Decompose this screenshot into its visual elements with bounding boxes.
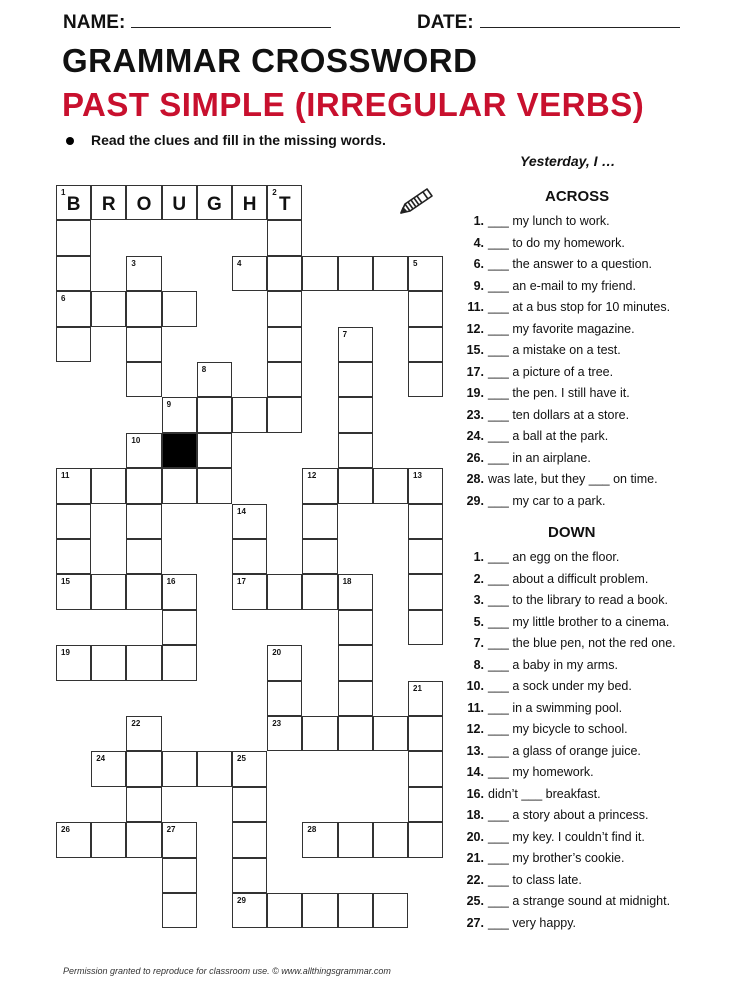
clue-text: didn’t ___ breakfast. <box>488 786 601 801</box>
crossword-cell[interactable] <box>408 716 443 751</box>
clue-number: 7. <box>473 636 484 650</box>
crossword-cell[interactable] <box>302 468 337 503</box>
crossword-cell[interactable] <box>162 610 197 645</box>
clue-number: 14. <box>466 765 484 779</box>
crossword-cell[interactable] <box>197 751 232 786</box>
crossword-cell[interactable] <box>267 291 302 326</box>
clue-text: ___ ten dollars at a store. <box>488 407 630 422</box>
clue-text: ___ a mistake on a test. <box>488 343 621 357</box>
crossword-cell[interactable] <box>302 504 337 539</box>
cell-number: 15 <box>61 577 70 587</box>
crossword-cell[interactable] <box>197 185 232 220</box>
crossword-cell[interactable] <box>56 185 91 220</box>
crossword-cell[interactable] <box>232 185 267 220</box>
crossword-cell[interactable] <box>267 716 302 751</box>
crossword-cell[interactable] <box>162 397 197 432</box>
cell-number: 10 <box>131 435 141 445</box>
crossword-cell[interactable] <box>302 256 337 291</box>
clue-text: ___ my bicycle to school. <box>488 722 628 736</box>
crossword-cell[interactable] <box>338 645 373 680</box>
crossword-cell[interactable] <box>373 256 408 291</box>
crossword-cell[interactable] <box>197 468 232 503</box>
crossword-cell[interactable] <box>56 574 91 609</box>
clue-text: ___ a ball at the park. <box>488 429 609 443</box>
cell-letter: G <box>207 194 222 216</box>
down-clue <box>462 784 676 806</box>
clue-number: 1. <box>473 214 484 228</box>
clue-number: 20. <box>466 829 484 844</box>
clue-number: 1. <box>473 550 484 564</box>
down-clue <box>462 827 676 849</box>
cell-number: 22 <box>131 719 141 728</box>
clue-text: ___ a strange sound at midnight. <box>488 894 671 908</box>
name-input-line[interactable] <box>131 11 331 28</box>
crossword-cell[interactable] <box>338 468 373 503</box>
down-clue <box>462 547 676 569</box>
crossword-cell[interactable] <box>56 539 91 574</box>
down-clue <box>462 870 676 892</box>
cell-number: 14 <box>237 506 246 516</box>
crossword-cell[interactable] <box>408 504 443 539</box>
clue-number: 5. <box>473 614 484 629</box>
crossword-cell[interactable] <box>126 539 161 574</box>
crossword-cell[interactable] <box>338 433 373 468</box>
crossword-cell[interactable] <box>232 751 267 786</box>
date-field <box>417 11 680 34</box>
cell-number: 16 <box>166 577 176 587</box>
clue-text: ___ my car to a park. <box>488 493 606 508</box>
crossword-cell[interactable] <box>408 256 443 291</box>
clue-text: ___ my lunch to work. <box>488 214 610 228</box>
down-clue <box>462 848 676 870</box>
crossword-cell[interactable] <box>408 822 443 857</box>
crossword-cell[interactable] <box>56 291 91 326</box>
across-clue <box>462 340 670 362</box>
crossword-cell[interactable] <box>408 574 443 609</box>
crossword-cell[interactable] <box>162 574 197 609</box>
clue-number: 3. <box>473 593 484 607</box>
crossword-cell[interactable] <box>267 362 302 397</box>
crossword-cell[interactable] <box>408 751 443 786</box>
crossword-cell[interactable] <box>373 716 408 751</box>
cell-number: 5 <box>413 258 418 268</box>
clue-text: ___ my key. I couldn’t find it. <box>488 829 645 844</box>
crossword-cell[interactable] <box>56 504 91 539</box>
down-clue <box>462 891 676 913</box>
cell-number: 1 <box>61 188 66 197</box>
clue-number: 16. <box>466 786 484 801</box>
down-clue <box>462 633 676 655</box>
clue-text: ___ at a bus stop for 10 minutes. <box>488 300 671 314</box>
clue-number: 21. <box>466 851 484 865</box>
clue-number: 19. <box>466 386 484 400</box>
clue-text: ___ an e-mail to my friend. <box>488 278 636 293</box>
instruction-text: Read the clues and fill in the missing words. <box>91 132 386 148</box>
across-heading: ACROSS <box>545 188 610 205</box>
clue-number: 11. <box>467 300 484 314</box>
crossword-cell[interactable] <box>56 220 91 255</box>
crossword-cell[interactable] <box>91 574 126 609</box>
crossword-cell[interactable] <box>126 256 161 291</box>
cell-number: 12 <box>307 471 317 481</box>
cell-letter: T <box>278 194 291 216</box>
across-clue <box>462 254 670 276</box>
crossword-cell[interactable] <box>302 822 337 857</box>
cell-number: 4 <box>237 258 242 268</box>
down-clue <box>462 612 676 634</box>
cell-number: 2 <box>272 188 277 197</box>
crossword-cell[interactable] <box>126 185 161 220</box>
down-clue-list <box>462 547 676 934</box>
cell-number: 25 <box>237 754 246 764</box>
clue-text: ___ about a difficult problem. <box>488 571 649 586</box>
clue-number: 8. <box>473 657 484 672</box>
crossword-cell[interactable] <box>56 645 91 680</box>
crossword-cell[interactable] <box>162 468 197 503</box>
cell-letter: O <box>136 194 152 216</box>
crossword-cell[interactable] <box>408 681 443 716</box>
crossword-cell[interactable] <box>408 327 443 362</box>
across-clue <box>462 469 670 491</box>
crossword-cell[interactable] <box>267 645 302 680</box>
clue-text: ___ a story about a princess. <box>488 808 649 822</box>
crossword-cell[interactable] <box>338 893 373 928</box>
clue-text: ___ the pen. I still have it. <box>488 386 630 400</box>
crossword-cell[interactable] <box>56 822 91 857</box>
down-heading: DOWN <box>548 524 596 541</box>
crossword-cell[interactable] <box>267 681 302 716</box>
crossword-cell[interactable] <box>91 751 126 786</box>
crossword-cell[interactable] <box>338 256 373 291</box>
crossword-cell[interactable] <box>232 504 267 539</box>
crossword-cell[interactable] <box>338 822 373 857</box>
clue-text: ___ to do my homework. <box>488 235 625 250</box>
down-clue <box>462 655 676 677</box>
clue-number: 24. <box>466 429 484 443</box>
crossword-cell[interactable] <box>338 362 373 397</box>
crossword-cell[interactable] <box>302 893 337 928</box>
cell-number: 18 <box>342 577 352 587</box>
clue-number: 23. <box>466 407 484 422</box>
crossword-cell[interactable] <box>162 858 197 893</box>
across-clue <box>462 362 670 384</box>
crossword-cell[interactable] <box>126 574 161 609</box>
cell-letter: R <box>101 194 116 216</box>
cell-number: 21 <box>413 683 422 693</box>
cell-number: 20 <box>272 648 282 658</box>
clue-number: 26. <box>466 450 484 465</box>
clue-number: 25. <box>466 894 484 908</box>
crossword-cell[interactable] <box>338 610 373 645</box>
clue-number: 12. <box>466 722 484 736</box>
crossword-cell[interactable] <box>56 327 91 362</box>
across-clue <box>462 491 670 513</box>
clue-number: 13. <box>466 743 484 758</box>
crossword-cell[interactable] <box>232 858 267 893</box>
date-label: DATE: <box>417 12 474 33</box>
clue-text: ___ a picture of a tree. <box>488 364 614 379</box>
down-clue <box>462 676 676 698</box>
crossword-cell[interactable] <box>267 185 302 220</box>
crossword-cell[interactable] <box>338 397 373 432</box>
crossword-cell[interactable] <box>373 468 408 503</box>
clue-text: ___ a glass of orange juice. <box>488 743 641 758</box>
down-clue <box>462 805 676 827</box>
clue-text: ___ my brother’s cookie. <box>488 851 625 865</box>
cell-number: 29 <box>237 896 246 905</box>
clue-number: 2. <box>473 571 484 586</box>
crossword-cell[interactable] <box>126 751 161 786</box>
down-clue <box>462 913 676 935</box>
clue-number: 12. <box>466 321 484 336</box>
across-clue <box>462 297 670 319</box>
across-clue-list <box>462 211 670 512</box>
crossword-cell[interactable] <box>91 645 126 680</box>
crossword-cell[interactable] <box>408 787 443 822</box>
across-clue <box>462 383 670 405</box>
cell-number: 3 <box>131 258 136 268</box>
crossword-cell[interactable] <box>91 468 126 503</box>
down-clue <box>462 590 676 612</box>
cell-number: 23 <box>272 719 282 728</box>
crossword-cell[interactable] <box>232 893 267 928</box>
down-clue <box>462 741 676 763</box>
crossword-cell[interactable] <box>267 327 302 362</box>
crossword-cell[interactable] <box>408 539 443 574</box>
crossword-cell[interactable] <box>408 610 443 645</box>
down-clue <box>462 569 676 591</box>
crossword-cell[interactable] <box>56 256 91 291</box>
clue-text: ___ my homework. <box>488 765 594 779</box>
instruction <box>66 132 386 148</box>
across-clue <box>462 233 670 255</box>
clue-number: 28. <box>466 472 484 486</box>
across-clue <box>462 426 670 448</box>
crossword-cell[interactable] <box>408 362 443 397</box>
crossword-cell[interactable] <box>232 787 267 822</box>
crossword-cell[interactable] <box>232 256 267 291</box>
name-label: NAME: <box>63 12 126 33</box>
crossword-cell[interactable] <box>126 291 161 326</box>
cell-number: 9 <box>166 400 172 410</box>
crossword-cell[interactable] <box>126 787 161 822</box>
crossword-cell[interactable] <box>126 504 161 539</box>
crossword-cell[interactable] <box>338 327 373 362</box>
clue-number: 18. <box>466 808 484 822</box>
clue-text: ___ my favorite magazine. <box>488 321 635 336</box>
clue-text: ___ my little brother to a cinema. <box>488 614 670 629</box>
cell-number: 6 <box>61 294 66 304</box>
crossword-cell[interactable] <box>91 291 126 326</box>
crossword-cell[interactable] <box>338 716 373 751</box>
crossword-cell[interactable] <box>162 185 197 220</box>
clue-number: 29. <box>466 493 484 508</box>
crossword-cell[interactable] <box>197 362 232 397</box>
across-clue <box>462 405 670 427</box>
across-clue <box>462 276 670 298</box>
crossword-cell[interactable] <box>267 893 302 928</box>
cell-letter: H <box>242 194 257 216</box>
cell-letter: U <box>172 194 187 216</box>
crossword-cell[interactable] <box>162 822 197 857</box>
page-subtitle: PAST SIMPLE (IRREGULAR VERBS) <box>62 86 645 123</box>
crossword-cell[interactable] <box>162 751 197 786</box>
cell-number: 26 <box>61 825 70 835</box>
down-clue <box>462 719 676 741</box>
clue-number: 9. <box>473 278 484 293</box>
clue-text: ___ a sock under my bed. <box>488 679 632 693</box>
crossword-cell[interactable] <box>338 681 373 716</box>
name-field <box>63 11 331 34</box>
clue-text: ___ in a swimming pool. <box>488 700 623 715</box>
black-square <box>162 433 197 468</box>
crossword-cell[interactable] <box>232 574 267 609</box>
clue-number: 6. <box>473 257 484 271</box>
clue-text: ___ to the library to read a book. <box>488 593 668 607</box>
crossword-cell[interactable] <box>408 468 443 503</box>
down-clue <box>462 762 676 784</box>
crossword-cell[interactable] <box>126 433 161 468</box>
pencil-icon <box>398 186 436 216</box>
cell-number: 19 <box>61 648 70 658</box>
crossword-cell[interactable] <box>126 645 161 680</box>
clue-text: ___ an egg on the floor. <box>488 550 620 564</box>
cell-number: 24 <box>96 754 106 764</box>
crossword-cell[interactable] <box>126 327 161 362</box>
clue-number: 15. <box>466 343 484 357</box>
clue-text: ___ the blue pen, not the red one. <box>488 636 676 650</box>
crossword-cell[interactable] <box>373 822 408 857</box>
crossword-cell[interactable] <box>267 574 302 609</box>
clue-number: 11. <box>467 700 484 715</box>
crossword-cell[interactable] <box>91 822 126 857</box>
crossword-cell[interactable] <box>232 397 267 432</box>
crossword-cell[interactable] <box>302 716 337 751</box>
crossword-cell[interactable] <box>91 185 126 220</box>
crossword-cell[interactable] <box>408 291 443 326</box>
crossword-cell[interactable] <box>302 574 337 609</box>
crossword-cell[interactable] <box>56 468 91 503</box>
clue-text: ___ very happy. <box>488 915 577 930</box>
crossword-cell[interactable] <box>126 362 161 397</box>
clue-number: 4. <box>473 235 484 250</box>
crossword-cell[interactable] <box>126 468 161 503</box>
across-clue <box>462 448 670 470</box>
clue-prompt: Yesterday, I … <box>520 153 616 169</box>
crossword-cell[interactable] <box>126 822 161 857</box>
crossword-cell[interactable] <box>126 716 161 751</box>
crossword-cell[interactable] <box>162 291 197 326</box>
cell-number: 27 <box>166 825 176 835</box>
bullet-icon <box>66 137 74 145</box>
crossword-cell[interactable] <box>373 893 408 928</box>
across-clue <box>462 211 670 233</box>
clue-text: ___ a baby in my arms. <box>488 657 618 672</box>
crossword-cell[interactable] <box>267 220 302 255</box>
crossword-cell[interactable] <box>302 539 337 574</box>
clue-text: ___ in an airplane. <box>488 450 591 465</box>
crossword-cell[interactable] <box>162 893 197 928</box>
crossword-cell[interactable] <box>162 645 197 680</box>
crossword-cell[interactable] <box>197 433 232 468</box>
crossword-cell[interactable] <box>232 822 267 857</box>
clue-number: 27. <box>466 915 484 930</box>
cell-number: 13 <box>413 471 422 481</box>
crossword-cell[interactable] <box>267 397 302 432</box>
clue-text: ___ the answer to a question. <box>488 257 653 271</box>
crossword-cell[interactable] <box>232 539 267 574</box>
across-clue <box>462 319 670 341</box>
clue-number: 22. <box>466 872 484 887</box>
clue-text: ___ to class late. <box>488 872 582 887</box>
cell-letter: B <box>66 194 81 216</box>
clue-text: was late, but they ___ on time. <box>488 472 658 486</box>
page-title: GRAMMAR CROSSWORD <box>62 42 478 79</box>
crossword-cell[interactable] <box>197 397 232 432</box>
footer-permission: Permission granted to reproduce for classroom use. © www.allthingsgrammar.com <box>63 966 391 976</box>
date-input-line[interactable] <box>480 11 680 28</box>
cell-number: 11 <box>61 471 70 481</box>
clue-number: 17. <box>466 364 484 379</box>
clue-number: 10. <box>466 679 484 693</box>
crossword-cell[interactable] <box>267 256 302 291</box>
cell-number: 17 <box>237 577 246 587</box>
cell-number: 7 <box>342 329 348 339</box>
down-clue <box>462 698 676 720</box>
crossword-cell[interactable] <box>338 574 373 609</box>
cell-number: 8 <box>201 365 207 374</box>
cell-number: 28 <box>307 825 317 835</box>
